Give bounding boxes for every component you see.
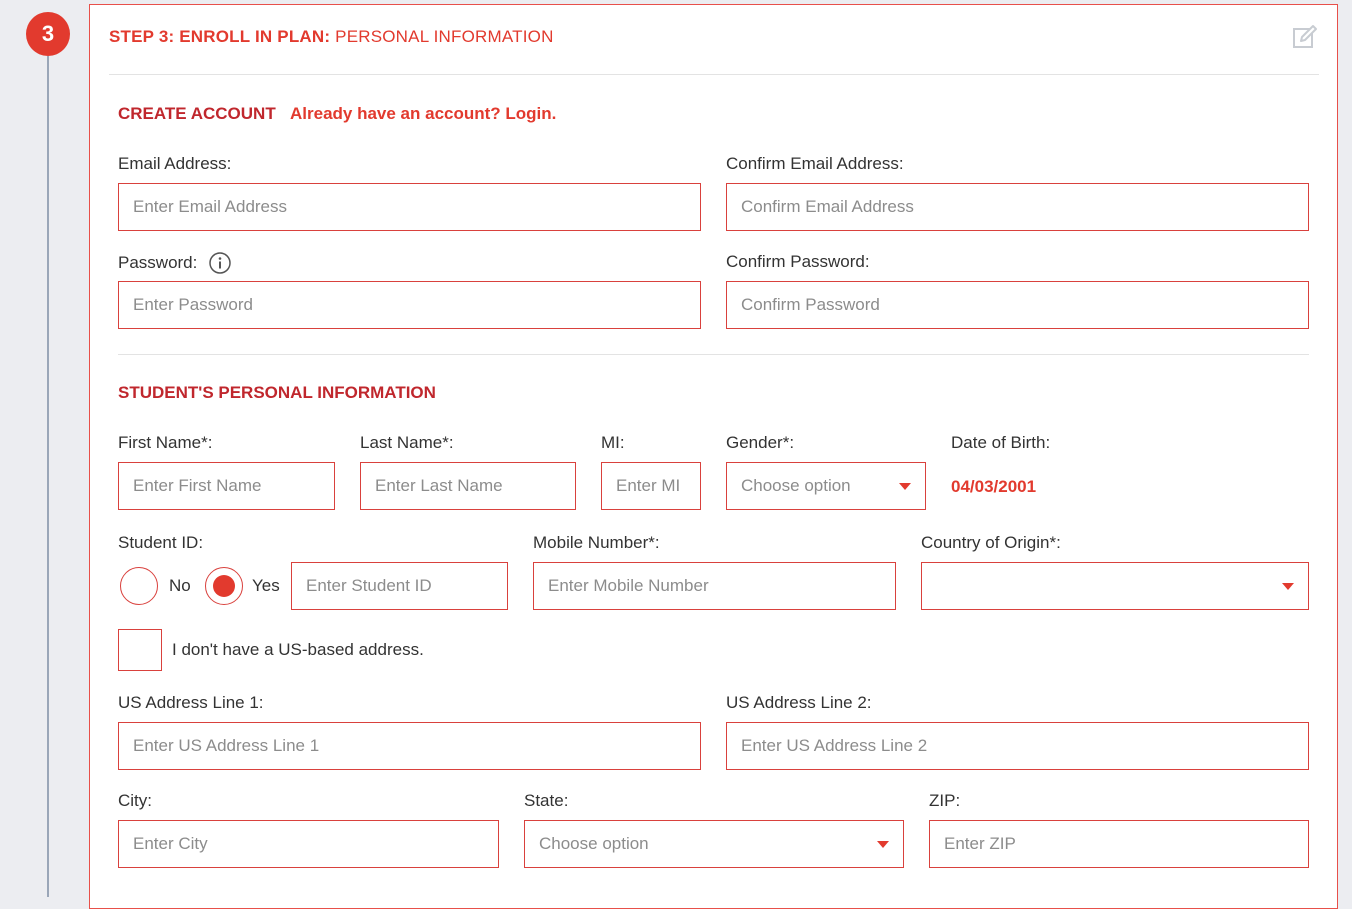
radio-no-label: No [169,576,191,595]
address-line2-label: US Address Line 2: [726,693,872,712]
header-divider [109,74,1319,75]
chevron-down-icon [899,483,911,490]
email-label: Email Address: [118,154,232,173]
email-field[interactable] [118,183,701,231]
chevron-down-icon [877,841,889,848]
section-divider [118,354,1309,355]
country-label: Country of Origin*: [921,533,1061,552]
step-title-bold: STEP 3: ENROLL IN PLAN: [109,27,331,46]
last-name-field[interactable] [360,462,576,510]
password-field[interactable] [118,281,701,329]
first-name-field[interactable] [118,462,335,510]
enrollment-form-card [89,4,1338,909]
step-number-badge: 3 [26,12,70,56]
gender-select[interactable] [726,462,926,510]
student-info-title: STUDENT'S PERSONAL INFORMATION [118,383,436,402]
no-us-address-label: I don't have a US-based address. [172,640,424,659]
confirm-email-field[interactable] [726,183,1309,231]
step-progress-line [47,56,49,897]
student-id-radio-no[interactable] [120,567,158,605]
zip-label: ZIP: [929,791,961,810]
mi-field[interactable] [601,462,701,510]
confirm-password-field[interactable] [726,281,1309,329]
gender-select-value: Choose option [741,476,851,495]
login-link[interactable]: Already have an account? Login. [290,104,557,123]
dob-value[interactable]: 04/03/2001 [951,477,1037,496]
state-select-value: Choose option [539,834,649,853]
last-name-label: Last Name*: [360,433,454,452]
student-id-field[interactable] [291,562,508,610]
state-select[interactable] [524,820,904,868]
address-line2-field[interactable] [726,722,1309,770]
mobile-label: Mobile Number*: [533,533,660,552]
mobile-field[interactable] [533,562,896,610]
state-label: State: [524,791,569,810]
step-title-section: PERSONAL INFORMATION [335,27,554,46]
student-id-radio-yes[interactable] [205,567,243,605]
confirm-email-label: Confirm Email Address: [726,154,904,173]
address-line1-field[interactable] [118,722,701,770]
address-line1-label: US Address Line 1: [118,693,264,712]
password-label: Password: [118,253,198,272]
country-select[interactable] [921,562,1309,610]
dob-label: Date of Birth: [951,433,1051,452]
password-label-row [118,252,231,274]
radio-selected-dot [213,575,235,597]
mi-label: MI: [601,433,625,452]
edit-pencil-icon[interactable] [1291,23,1319,51]
city-label: City: [118,791,152,810]
chevron-down-icon [1282,583,1294,590]
create-account-title: CREATE ACCOUNT [118,104,276,123]
city-field[interactable] [118,820,499,868]
radio-yes-label: Yes [252,576,280,595]
info-icon[interactable] [209,252,231,274]
no-us-address-checkbox[interactable] [118,629,162,671]
student-id-label: Student ID: [118,533,204,552]
gender-label: Gender*: [726,433,795,452]
zip-field[interactable] [929,820,1309,868]
first-name-label: First Name*: [118,433,213,452]
confirm-password-label: Confirm Password: [726,252,870,271]
step-title [109,27,554,47]
